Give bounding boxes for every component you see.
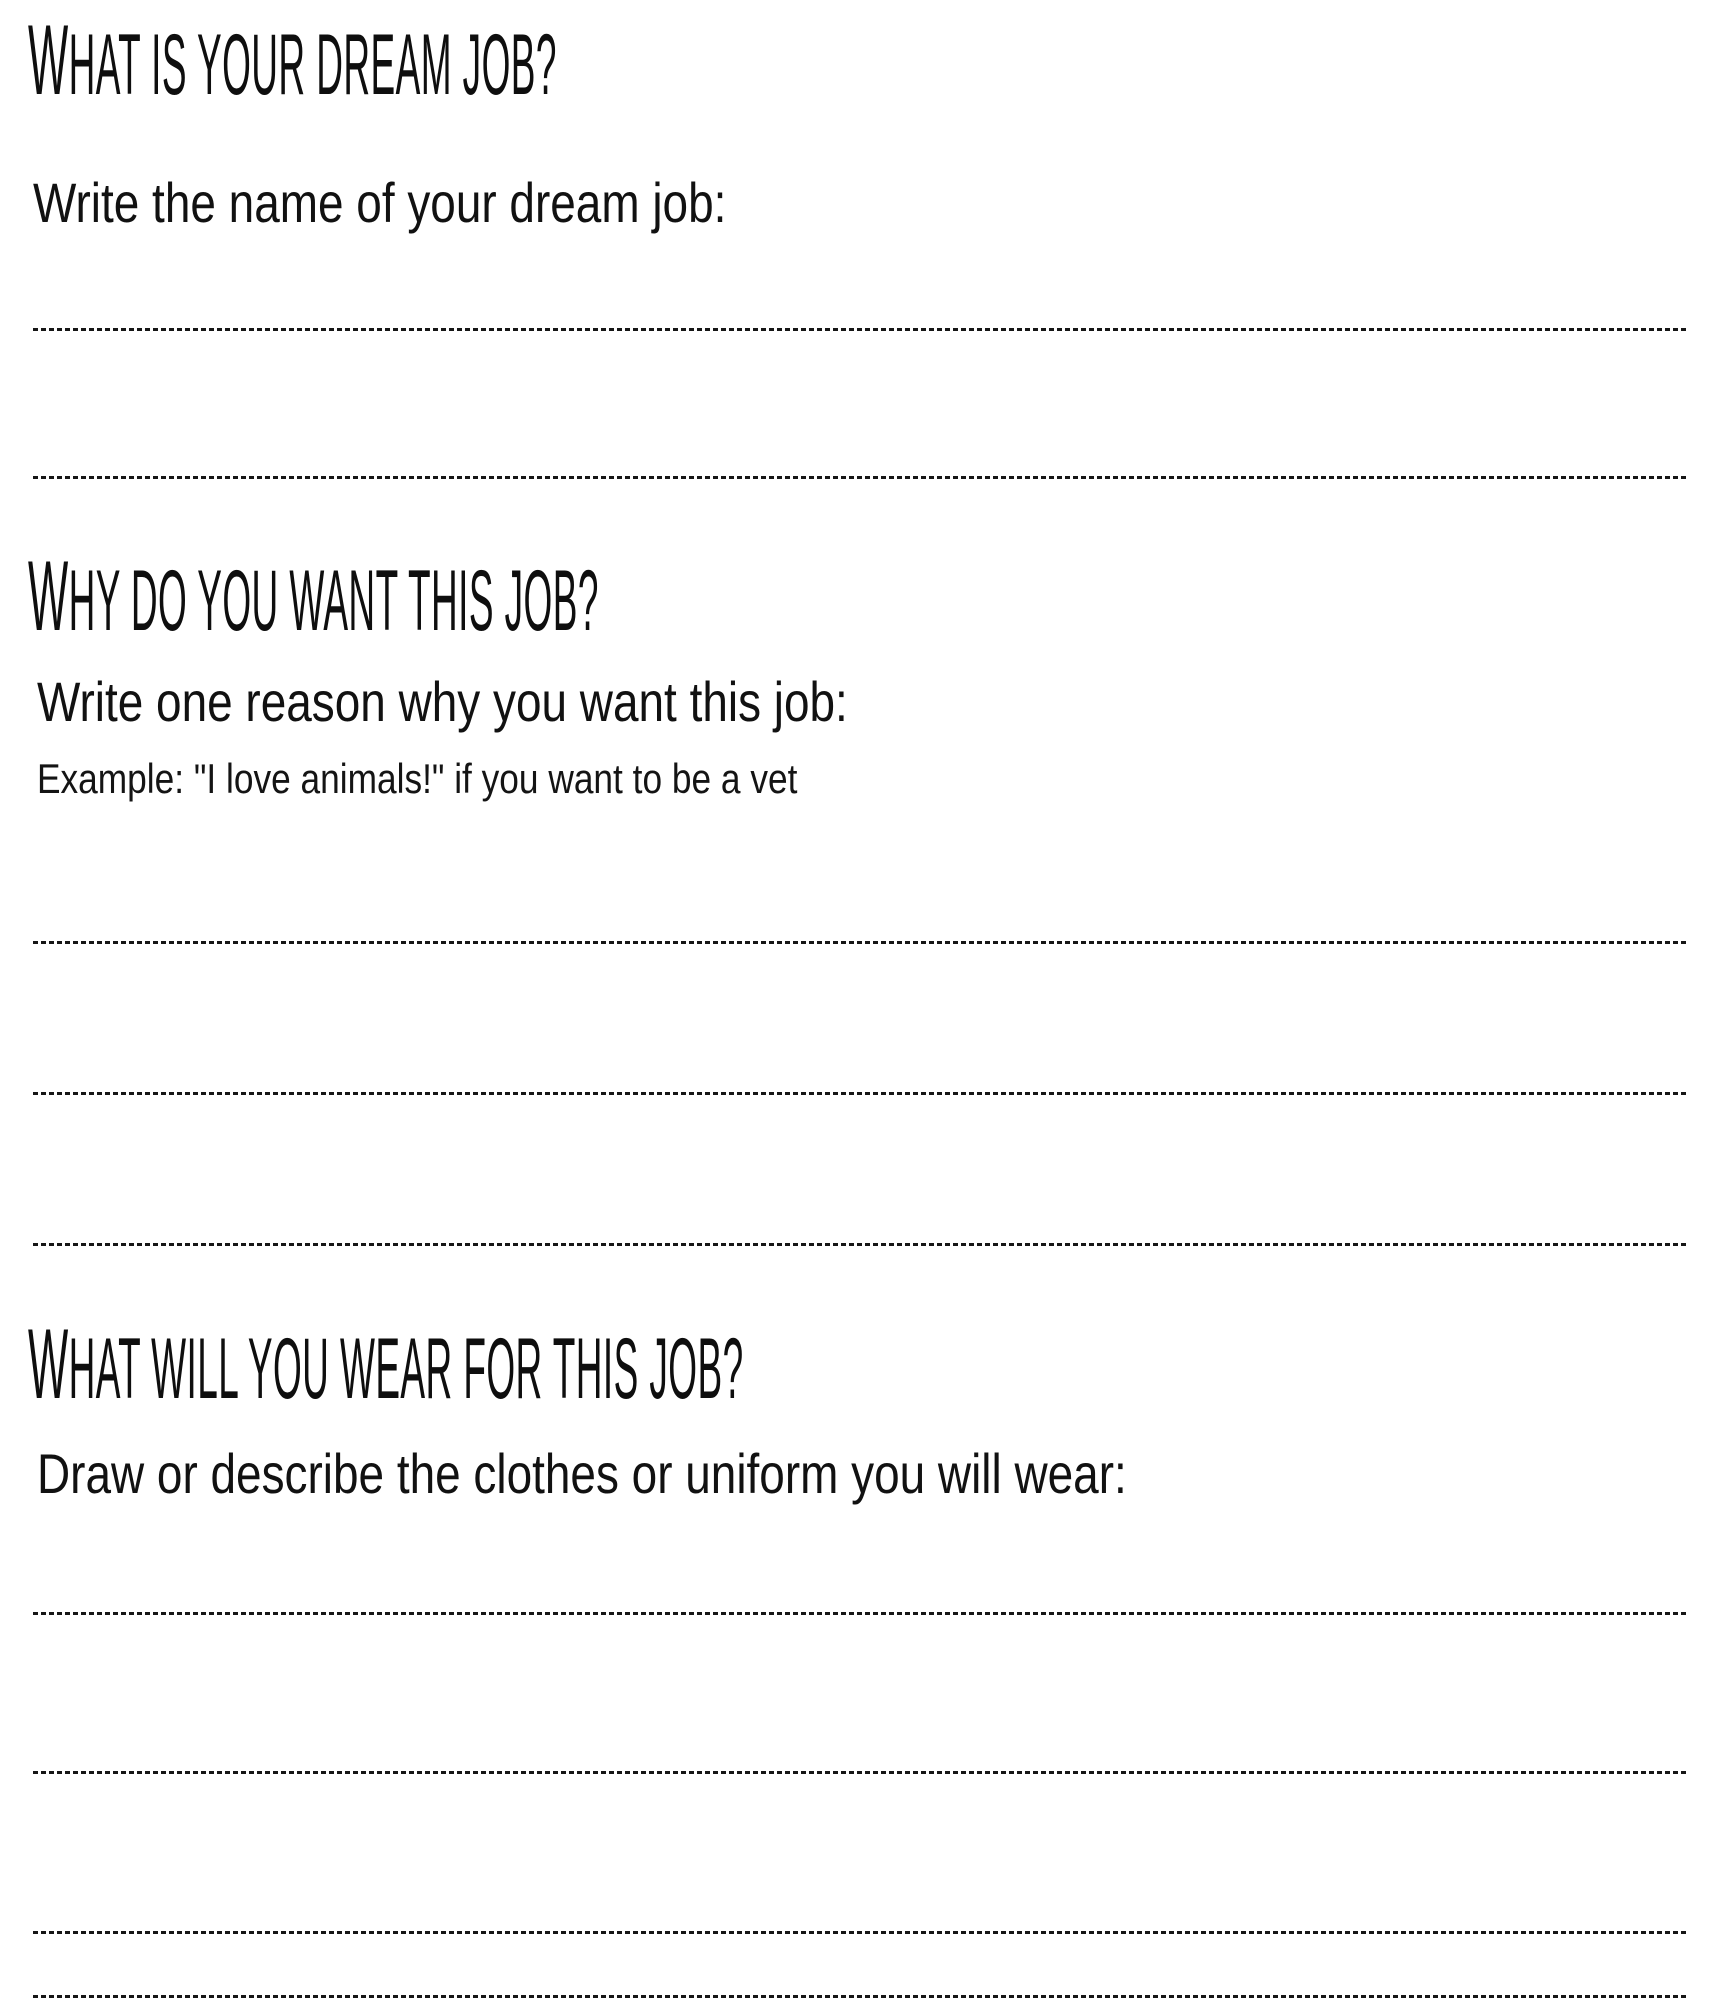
prompt-wear-job: Draw or describe the clothes or uniform you will wear: xyxy=(37,1442,1127,1505)
writing-line xyxy=(33,1931,1687,1934)
writing-line xyxy=(33,1243,1687,1246)
writing-line xyxy=(33,476,1687,479)
example-text: Example: "I love animals!" if you want to be a vet xyxy=(37,755,798,802)
heading-dream-job: WHAT IS YOUR DREAM JOB? xyxy=(28,4,557,115)
writing-line xyxy=(33,1612,1687,1615)
writing-line xyxy=(33,941,1687,944)
writing-line xyxy=(33,1995,1687,1998)
writing-line xyxy=(33,1092,1687,1095)
writing-line xyxy=(33,1771,1687,1774)
heading-wear-job: WHAT WILL YOU WEAR FOR THIS JOB? xyxy=(28,1308,744,1419)
writing-line xyxy=(33,328,1687,331)
heading-why-job: WHY DO YOU WANT THIS JOB? xyxy=(28,540,599,651)
prompt-dream-job: Write the name of your dream job: xyxy=(33,171,727,234)
prompt-why-job: Write one reason why you want this job: xyxy=(37,670,848,733)
